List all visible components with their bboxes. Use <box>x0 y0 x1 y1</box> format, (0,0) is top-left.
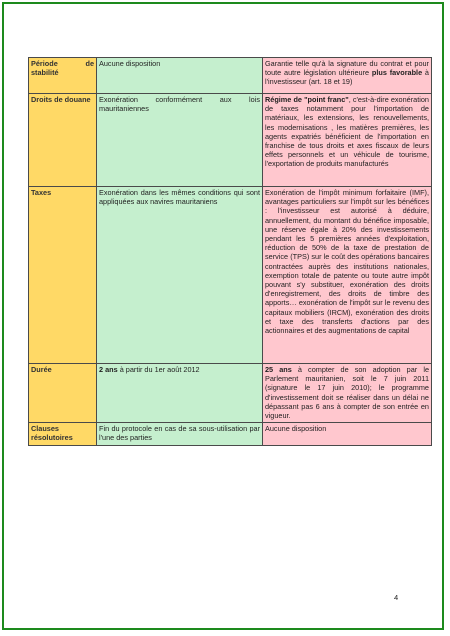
mid-cell <box>97 94 263 187</box>
cell-text: à l'investisseur (art. 18 et 19) <box>265 68 429 87</box>
table-row <box>29 94 432 187</box>
row-label-text: Clauses résolutoires <box>31 424 73 443</box>
cell-text: Aucune disposition <box>99 59 161 68</box>
page-frame <box>2 2 444 630</box>
row-label <box>29 364 97 423</box>
row-label-part: stabilité <box>31 68 59 78</box>
cell-text: à compter de son adoption par le Parlement mauritanien, soit le 7 juin 2011 (signature le 17 juin 2010); le programme d'investissement doit se réaliser dans un délai ne dépassant pas 6 ans à compter de son entrée en vigueur. <box>265 365 430 421</box>
cell-text: Exonération de l'impôt minimum forfaitaire (IMF), avantages particuliers sur l'impôt sur les bénéfices : l'investisseur est autorisé à déduire, annuellement, du montant du bénéfice imposable, une réserve égale à 20% des investissements pendant les 5 premières années d'exploitation, réduction de 50% de la taxe de prestation de service (TPS) sur le coût des opérations bancaires contractées auprès des institutions nationales, exemption totale de patente ou toute autre impôt pouvant s'y substituer, exonération des droits d'enregistrement, des droits de timbre des apports… exonération de l'impôt sur le revenu des capitaux mobiliers (IRCM), exonération des droits et taxe des transferts d'actions par des actionnaires et des augmentations de capital <box>265 188 429 336</box>
row-label-text: Durée <box>31 365 52 374</box>
cell-bold-text: plus favorable <box>371 68 423 78</box>
cell-text: , c'est-à-dire exonération de taxes notamment pour l'importation de matériaux, les extensions, les renouvellements, les modernisations , les matières premières, les agents expatriés bénéficient de l'importation en franchise de tous droits et axes fiscaux de leurs effets personnels et un véhicule de tourisme, l'exportation de produits manufacturés <box>265 95 429 169</box>
mid-cell <box>97 364 263 423</box>
page-number: 4 <box>394 593 399 602</box>
right-cell <box>263 187 432 364</box>
row-label-stabilite <box>29 58 97 94</box>
cell-text: à partir du 1er août 2012 <box>117 365 200 374</box>
comparison-table <box>28 57 432 446</box>
row-label-text: Taxes <box>31 188 52 197</box>
right-cell <box>263 364 432 423</box>
table-row <box>29 187 432 364</box>
row-label <box>29 94 97 187</box>
cell-bold-text: 25 ans <box>265 365 292 374</box>
cell-text: Fin du protocole en cas de sa sous-utilisation par l'une des parties <box>99 424 260 443</box>
cell-bold-text: Régime de "point franc" <box>265 95 349 104</box>
row-label <box>29 423 97 446</box>
row-label <box>29 187 97 364</box>
cell-text: Aucune disposition <box>265 424 327 433</box>
mid-cell <box>97 58 263 94</box>
row-label-text: Droits de douane <box>31 95 91 104</box>
row-label-part: de <box>85 59 94 68</box>
cell-bold-text: 2 ans <box>99 365 118 374</box>
cell-text: Exonération conformément aux lois mauritaniennes <box>99 95 260 114</box>
mid-cell <box>97 187 263 364</box>
row-label-part: Période <box>31 59 58 68</box>
right-cell <box>263 58 432 94</box>
right-cell <box>263 94 432 187</box>
cell-text: Exonération dans les mêmes conditions qui sont appliquées aux navires mauritaniens <box>99 188 260 207</box>
table-row <box>29 423 432 446</box>
mid-cell <box>97 423 263 446</box>
table-row <box>29 58 432 94</box>
cell-text: Garantie telle qu'à la signature du contrat et pour toute autre législation ultérieure <box>265 59 429 78</box>
table-row <box>29 364 432 423</box>
right-cell <box>263 423 432 446</box>
